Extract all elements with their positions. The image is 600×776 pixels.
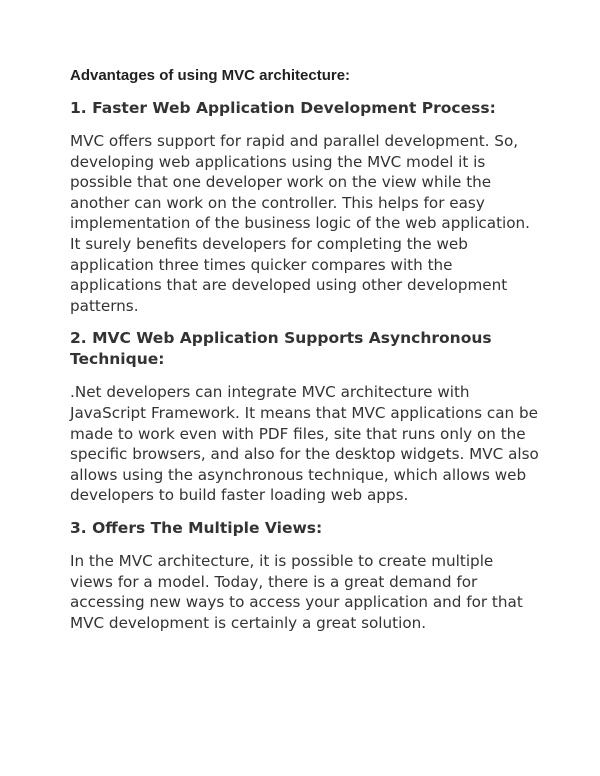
document-title: Advantages of using MVC architecture: (70, 67, 351, 84)
section-heading: 2. MVC Web Application Supports Asynchronous Technique: (70, 329, 492, 369)
section-asynchronous-technique (70, 328, 540, 506)
document-page (70, 66, 540, 633)
section-paragraph: .Net developers can integrate MVC architecture with JavaScript Framework. It means that MVC applications can be made to work even with PDF files, site that runs only on the specific browsers, and also for the desktop widgets. MVC also allows using the asynchronous technique, which allows web developers to build faster loading web apps. (70, 383, 539, 505)
section-faster-development (70, 98, 540, 316)
section-paragraph: MVC offers support for rapid and parallel development. So, developing web applications using the MVC model it is possible that one developer work on the view while the another can work on the controller. This helps for easy implementation of the business logic of the web application. It surely benefits developers for completing the web application three times quicker compares with the applications that are developed using other development patterns. (70, 132, 531, 315)
section-multiple-views (70, 518, 540, 633)
section-heading: 1. Faster Web Application Development Process: (70, 99, 496, 117)
section-heading: 3. Offers The Multiple Views: (70, 518, 323, 537)
section-paragraph: In the MVC architecture, it is possible to create multiple views for a model. Today, there is a great demand for accessing new ways to access your application and for that MVC development is certainly a great solution. (70, 551, 523, 632)
